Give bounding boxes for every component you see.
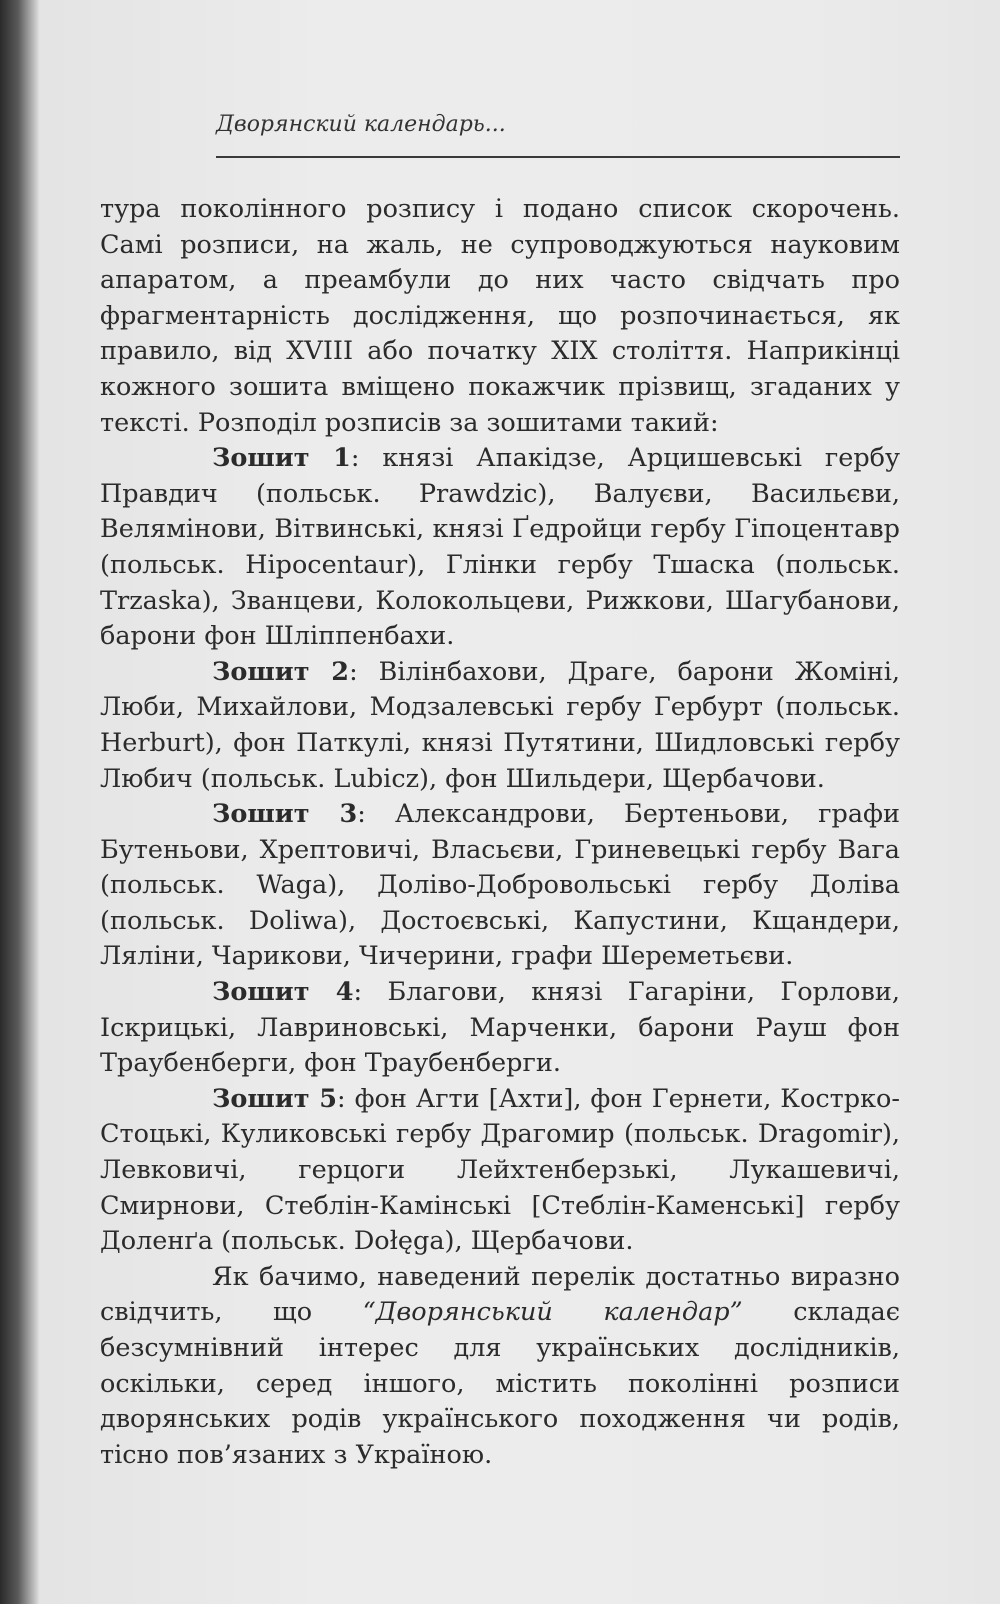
conclusion-text-end: складає безсумнівний інтерес для українських дослідників, оскільки, серед іншого, містить поколінні розписи дворянських родів українського походження чи родів, тісно пов’язаних з Україною.	[100, 1297, 900, 1470]
book-gutter	[0, 0, 40, 1604]
conclusion-title: “Дворянський календар”	[362, 1297, 743, 1328]
section-label-1: Зошит 1	[212, 443, 351, 474]
section-text-5: : фон Агти [Ахти], фон Гернети, Кострко-Стоцькі, Куликовські гербу Драгомир (польськ. Dragomir), Левковичі, герцоги Лейхтенберзькі, Лукашевичі, Смирнови, Стеблін-Камінські [Стеблін-Каменські] гербу Доленґа (польськ. Dołęga), Щербачови.	[100, 1083, 900, 1257]
section-text-1: : князі Апакідзе, Арцишевські гербу Правдич (польськ. Prawdzic), Валуєви, Васильєви, Велямінови, Вітвинські, князі Ґедройци гербу Гіпоцентавр (польськ. Hipocentaur), Глінки гербу Тшаска (польськ. Trzaska), Званцеви, Колокольцеви, Рижкови, Шагубанови, барони фон Шліппенбахи.	[100, 443, 901, 652]
section-text-4: : Благови, князі Гагаріни, Горлови, Іскрицькі, Лавриновські, Марченки, барони Рауш фон Траубенберги, фон Траубенберги.	[100, 977, 900, 1079]
running-title: Дворянский календарь...	[216, 112, 506, 137]
header-rule	[216, 156, 900, 158]
intro-paragraph: тура поколінного розпису і подано список скорочень. Самі розписи, на жаль, не супроводжуються науковим апаратом, а преамбули до них часто свідчать про фрагментарність дослідження, що розпочинається, як правило, від XVIII або початку XIX століття. Наприкінці кожного зошита вміщено покажчик прізвищ, згаданих у тексті. Розподіл розписів за зошитами такий:	[100, 194, 900, 438]
section-label-4: Зошит 4	[212, 977, 354, 1008]
section-paragraph-2	[100, 655, 900, 797]
main-text	[100, 192, 900, 1473]
section-label-2: Зошит 2	[212, 656, 350, 687]
section-label-3: Зошит 3	[212, 799, 358, 830]
section-paragraph-4	[100, 975, 900, 1082]
section-text-3: : Александрови, Бертеньови, графи Бутеньови, Хрептовичі, Власьєви, Гриневецькі гербу Вага (польськ. Waga), Доліво-Добровольські гербу Доліва (польськ. Doliwa), Достоєвські, Капустини, Кщандери, Ляліни, Чарикови, Чичерини, графи Шереметьєви.	[100, 799, 900, 972]
section-label-5: Зошит 5	[212, 1083, 338, 1114]
section-text-2: : Вілінбахови, Драге, барони Жоміні, Люби, Михайлови, Модзалевські гербу Гербурт (польськ. Herburt), фон Паткулі, князі Путятини, Шидловські гербу Любич (польськ. Lubicz), фон Шильдери, Щербачови.	[100, 656, 901, 794]
section-paragraph-5	[100, 1082, 900, 1260]
section-paragraph-3	[100, 797, 900, 975]
section-paragraph-1	[100, 441, 900, 655]
conclusion-text-start: Як бачимо, наведений перелік достатньо виразно свідчить, що	[100, 1261, 900, 1328]
conclusion-paragraph	[100, 1260, 900, 1474]
